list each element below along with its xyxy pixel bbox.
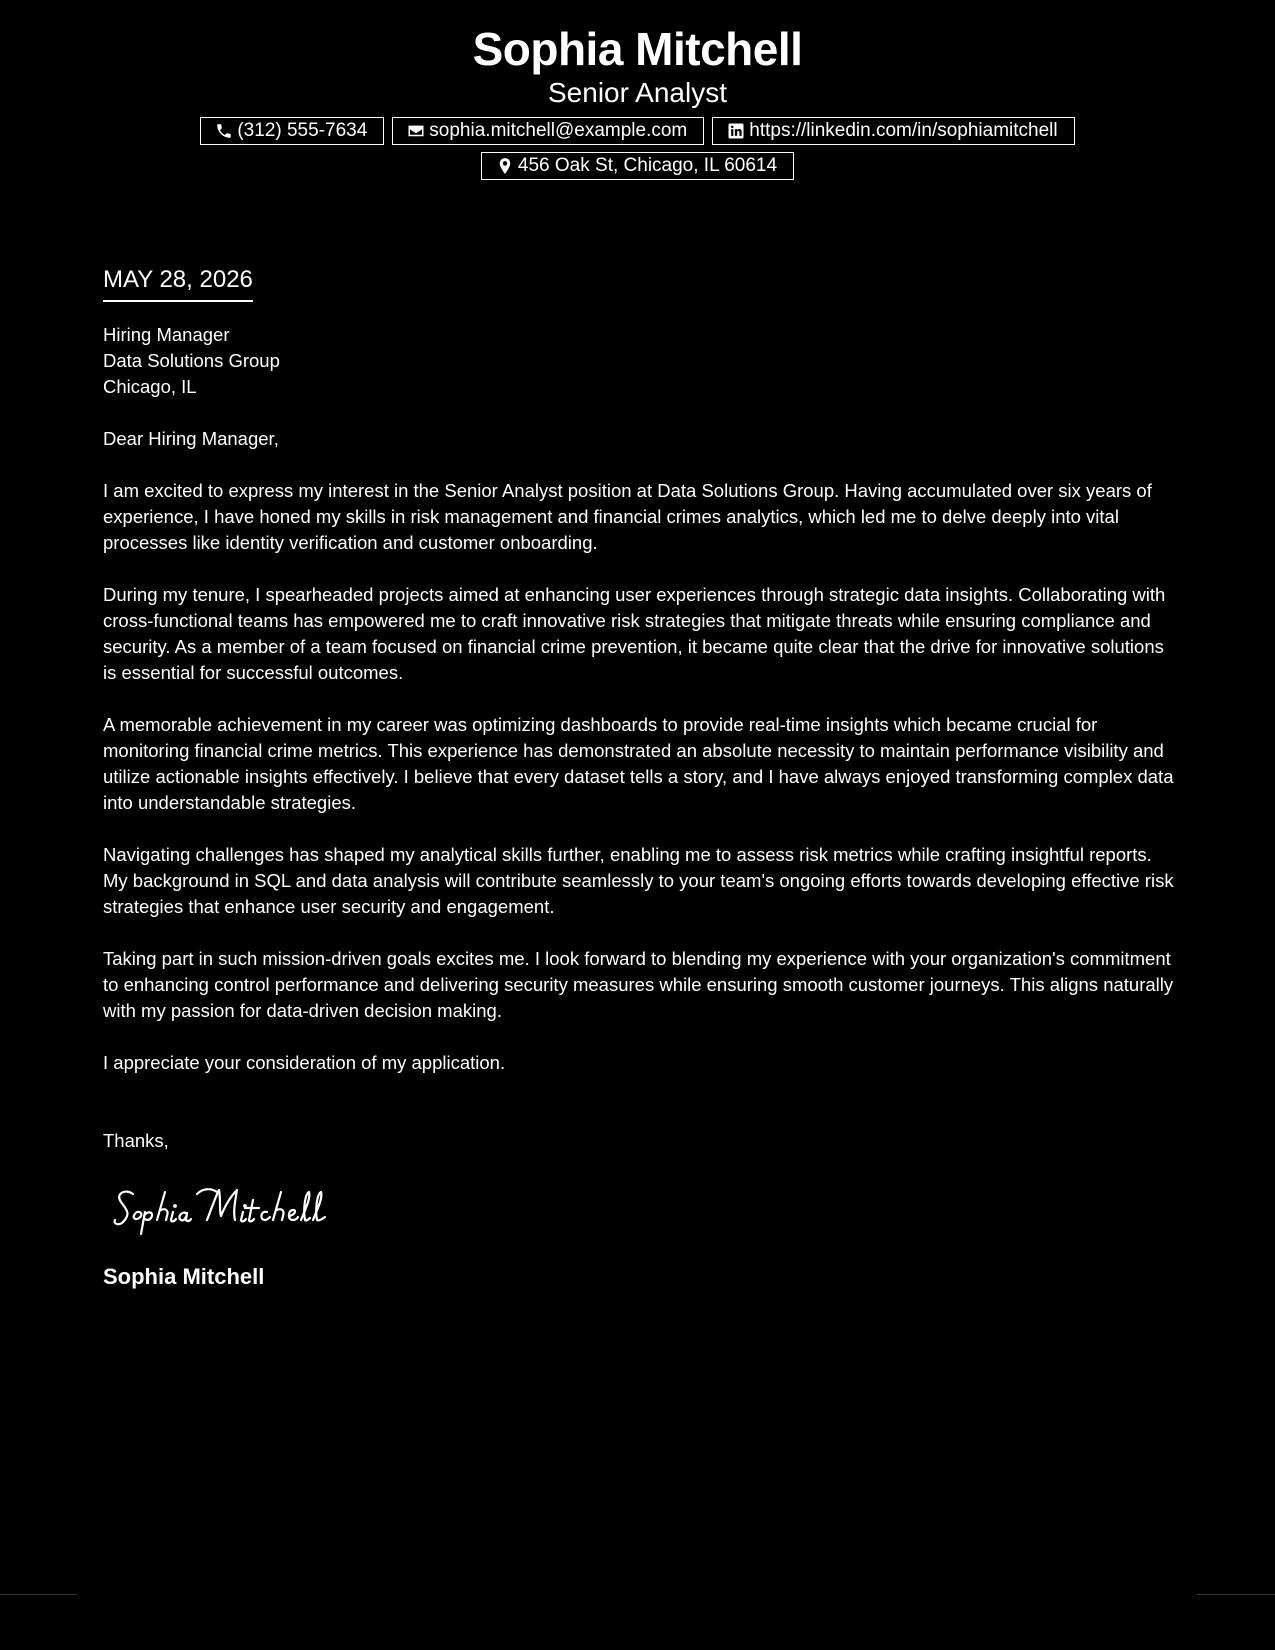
email-text: sophia.mitchell@example.com — [429, 120, 688, 141]
letter-date: MAY 28, 2026 — [103, 264, 253, 302]
footer-rule-left — [0, 1594, 77, 1595]
paragraph: A memorable achievement in my career was optimizing dashboards to provide real-time insights which became crucial for monitoring financial crime metrics. This experience has demonstrated an absolute necessity to maintain performance visibility and utilize actionable insights effectively. I believe that every dataset tells a story, and I have always enjoyed transforming complex data into understandable strategies. — [103, 714, 1174, 813]
paragraph: I appreciate your consideration of my application. — [103, 1052, 506, 1073]
linkedin-text: https://linkedin.com/in/sophiamitchell — [749, 120, 1058, 141]
signer-name: Sophia Mitchell — [103, 1264, 265, 1289]
phone-text: (312) 555-7634 — [237, 120, 368, 141]
footer-rule-right — [1197, 1594, 1275, 1595]
linkedin-contact[interactable] — [712, 117, 1074, 145]
letter-body — [103, 264, 1178, 1292]
closing: Thanks, — [103, 1130, 169, 1151]
address-text: 456 Oak St, Chicago, IL 60614 — [517, 155, 778, 176]
recipient-location: Chicago, IL — [103, 376, 197, 397]
paragraph: I am excited to express my interest in the Senior Analyst position at Data Solutions Group. Having accumulated over six years of experience, I have honed my skills in risk management and financial crimes analytics, which led me to delve deeply into vital processes like identity verification and customer onboarding. — [103, 480, 1152, 553]
letter-header — [0, 22, 1275, 180]
email-contact[interactable] — [392, 117, 704, 145]
map-marker-icon — [496, 157, 514, 175]
paragraph: Taking part in such mission-driven goals excites me. I look forward to blending my experience with your organization's commitment to enhancing control performance and delivering security measures while ensuring smooth customer journeys. This aligns naturally with my passion for data-driven decision making. — [103, 948, 1174, 1021]
envelope-icon — [407, 122, 425, 140]
recipient-company: Data Solutions Group — [103, 350, 280, 371]
phone-contact[interactable] — [200, 117, 384, 145]
applicant-name: Sophia Mitchell — [472, 23, 803, 75]
recipient-name: Hiring Manager — [103, 324, 230, 345]
phone-icon — [215, 122, 233, 140]
address-contact — [481, 152, 794, 180]
contact-row — [0, 117, 1275, 145]
greeting: Dear Hiring Manager, — [103, 428, 279, 449]
signature-image — [111, 1180, 1178, 1240]
paragraph: Navigating challenges has shaped my analytical skills further, enabling me to assess risk metrics while crafting insightful reports. My background in SQL and data analysis will contribute seamlessly to your team's ongoing efforts towards developing effective risk strategies that enhance user security and engagement. — [103, 844, 1174, 917]
paragraph: During my tenure, I spearheaded projects aimed at enhancing user experiences through strategic data insights. Collaborating with cross-functional teams has empowered me to craft innovative risk strategies that mitigate threats while ensuring compliance and security. As a member of a team focused on financial crime prevention, it became quite clear that the drive for innovative solutions is essential for successful outcomes. — [103, 584, 1166, 683]
handwritten-signature — [111, 1180, 371, 1240]
address-row — [0, 152, 1275, 180]
linkedin-icon — [727, 122, 745, 140]
recipient-block — [103, 322, 1178, 400]
applicant-title: Senior Analyst — [548, 77, 727, 108]
